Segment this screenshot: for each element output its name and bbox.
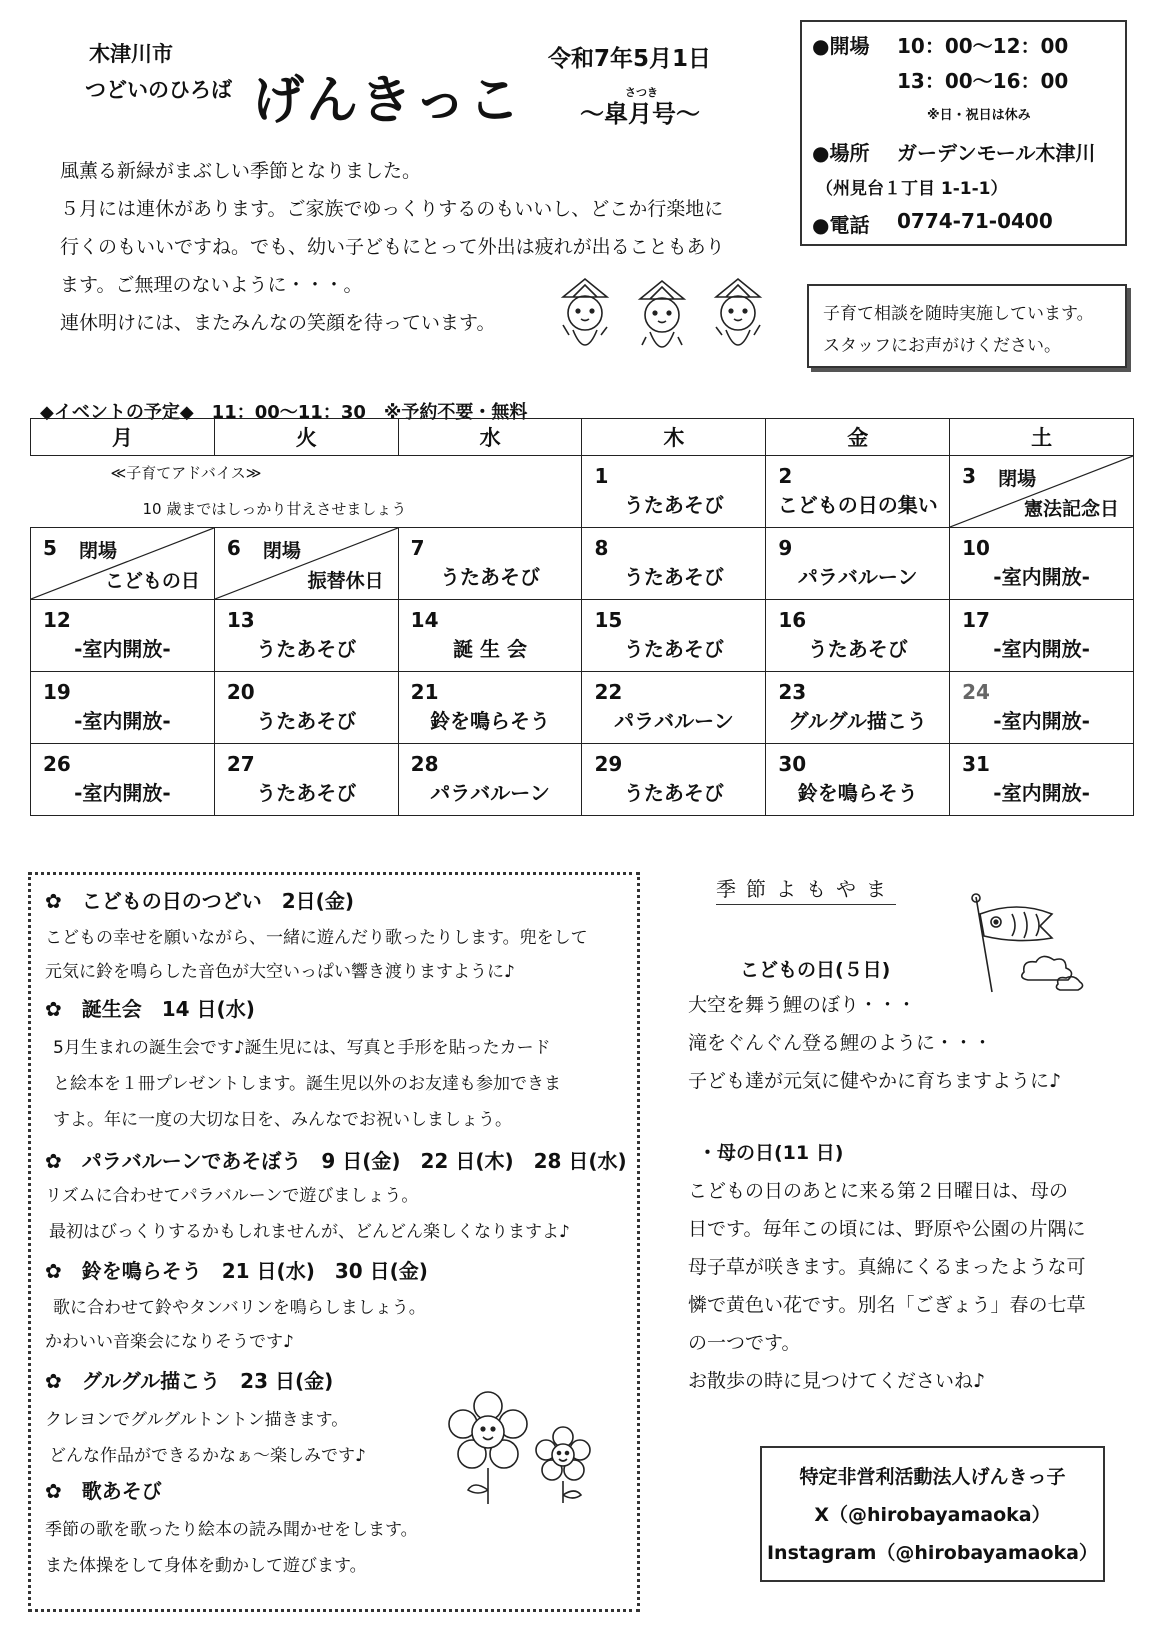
calendar-day-closed xyxy=(950,456,1134,528)
season-text: 憐で黄色い花です。別名「ごぎょう」春の七草 xyxy=(688,1294,1086,1316)
place-name: つどいのひろば xyxy=(85,78,232,102)
season-heading: ・母の日(11 日) xyxy=(698,1142,844,1164)
event-text: 季節の歌を歌ったり絵本の読み聞かせをします。 xyxy=(45,1520,418,1540)
day-number: 31 xyxy=(962,752,990,776)
calendar-day xyxy=(31,600,215,672)
x-account: X（@hirobayamaoka） xyxy=(814,1504,1051,1526)
calendar-day xyxy=(398,600,582,672)
season-title: 季節よもやま xyxy=(716,873,896,905)
events-heading: ◆イベントの予定◆ 11：00～11：30 ※予約不要・無料 xyxy=(40,402,528,423)
calendar-day xyxy=(766,528,950,600)
weekday-header: 火 xyxy=(214,419,398,456)
smiling-flowers-icon xyxy=(443,1387,603,1507)
weekday-header: 金 xyxy=(766,419,950,456)
day-event: パラバルーン xyxy=(430,781,550,805)
closed-note: ※日・祝日は休み xyxy=(927,108,1031,123)
calendar-day xyxy=(214,672,398,744)
closed-label: 閉場 xyxy=(262,540,301,562)
address: （州見台１丁目 1-1-1） xyxy=(816,179,1008,199)
day-number: 17 xyxy=(962,608,990,632)
intro-line: 風薫る新緑がまぶしい季節となりました。 xyxy=(60,160,422,182)
tel-label: ●電話 xyxy=(812,213,870,237)
event-heading: ✿ パラバルーンであそぼう 9 日(金) 22 日(木) 28 日(水) xyxy=(45,1149,627,1173)
event-text: クレヨンでグルグルトントン描きます。 xyxy=(45,1410,349,1430)
day-number: 16 xyxy=(778,608,807,632)
calendar-day xyxy=(766,744,950,816)
koinobori-icon xyxy=(962,892,1097,1002)
org-name: 特定非営利活動法人げんきっ子 xyxy=(799,1466,1066,1488)
closed-label: 閉場 xyxy=(998,468,1037,490)
day-number: 22 xyxy=(594,680,623,704)
city-name: 木津川市 xyxy=(89,42,173,66)
event-text: 元気に鈴を鳴らした音色が大空いっぱい響き渡りますように♪ xyxy=(45,962,515,982)
event-text: すよ。年に一度の大切な日を、みんなでお祝いしましょう。 xyxy=(53,1110,512,1130)
day-number: 3 xyxy=(962,464,977,488)
calendar-day xyxy=(582,600,766,672)
day-number: 23 xyxy=(778,680,807,704)
day-event: -室内開放- xyxy=(74,709,171,733)
calendar-week xyxy=(31,600,1134,672)
consult-line: 子育て相談を随時実施しています。 xyxy=(823,304,1094,324)
day-number: 9 xyxy=(778,536,793,560)
calendar-week xyxy=(31,456,1134,528)
day-event: うたあそび xyxy=(623,781,724,805)
calendar-day xyxy=(766,600,950,672)
calendar-day xyxy=(950,600,1134,672)
event-heading: ✿ 鈴を鳴らそう 21 日(水) 30 日(金) xyxy=(45,1259,428,1283)
organization-box xyxy=(760,1446,1105,1582)
cat-kabuto-characters xyxy=(550,275,780,365)
consult-line: スタッフにお声がけください。 xyxy=(823,336,1061,356)
season-heading: こどもの日(５日) xyxy=(740,959,891,981)
advice-text: 10 歳まではしっかり甘えさせましょう xyxy=(142,500,407,518)
day-event: -室内開放- xyxy=(993,709,1090,733)
holiday-name: 憲法記念日 xyxy=(1023,498,1119,520)
day-number: 26 xyxy=(43,752,71,776)
advice-cell xyxy=(31,456,582,528)
holiday-name: こどもの日 xyxy=(104,570,200,592)
calendar-day xyxy=(582,528,766,600)
calendar-day xyxy=(766,456,950,528)
day-event: 鈴を鳴らそう xyxy=(430,709,551,733)
event-heading: ✿ 歌あそび xyxy=(45,1479,162,1503)
calendar-week xyxy=(31,744,1134,816)
weekday-header: 土 xyxy=(950,419,1134,456)
day-event: うたあそび xyxy=(623,565,724,589)
day-number: 12 xyxy=(43,608,71,632)
season-text: の一つです。 xyxy=(688,1332,801,1354)
season-text: 子ども達が元気に健やかに育ちますように♪ xyxy=(688,1070,1062,1092)
day-event: こどもの日の集い xyxy=(777,493,938,517)
info-box xyxy=(800,20,1127,246)
day-event: -室内開放- xyxy=(74,781,171,805)
calendar-day xyxy=(214,600,398,672)
day-number: 2 xyxy=(778,464,793,488)
hours-afternoon: 13：00～16：00 xyxy=(897,69,1069,93)
weekday-row xyxy=(31,419,1134,456)
advice-title: ≪子育てアドバイス≫ xyxy=(110,464,262,482)
event-heading: ✿ グルグル描こう 23 日(金) xyxy=(45,1369,334,1393)
event-text: どんな作品ができるかなぁ～楽しみです♪ xyxy=(49,1446,366,1466)
intro-line: ます。ご無理のないように・・・。 xyxy=(60,274,363,296)
weekday-header: 月 xyxy=(31,419,215,456)
day-event: -室内開放- xyxy=(74,637,171,661)
calendar-day xyxy=(398,744,582,816)
closed-label: 閉場 xyxy=(79,540,118,562)
day-event: うたあそび xyxy=(256,709,357,733)
calendar-day xyxy=(31,672,215,744)
calendar-day xyxy=(214,744,398,816)
day-number: 14 xyxy=(410,608,439,632)
event-heading: ✿ 誕生会 14 日(水) xyxy=(45,997,255,1021)
tel-value: 0774-71-0400 xyxy=(897,209,1053,233)
calendar-day xyxy=(398,672,582,744)
day-event: -室内開放- xyxy=(993,781,1090,805)
day-event: グルグル描こう xyxy=(788,709,927,733)
day-event: うたあそび xyxy=(807,637,908,661)
day-event: うたあそび xyxy=(623,637,724,661)
consultation-box xyxy=(807,284,1127,368)
issue-ruby: さつき xyxy=(625,86,658,99)
event-text: 最初はびっくりするかもしれませんが、どんどん楽しくなりますよ♪ xyxy=(49,1222,570,1242)
intro-line: 連休明けには、またみんなの笑顔を待っています。 xyxy=(60,312,496,334)
season-text: 日です。毎年この頃には、野原や公園の片隅に xyxy=(688,1218,1086,1240)
calendar-day-closed xyxy=(31,528,215,600)
season-text: 母子草が咲きます。真綿にくるまったような可 xyxy=(688,1256,1086,1278)
newsletter-title: げんきっこ xyxy=(252,71,523,131)
intro-line: 行くのもいいですね。でも、幼い子どもにとって外出は疲れが出ることもあり xyxy=(60,236,725,258)
weekday-header: 水 xyxy=(398,419,582,456)
intro-line: ５月には連休があります。ご家族でゆっくりするのもいいし、どこか行楽地に xyxy=(60,198,724,220)
city-name-block xyxy=(85,36,232,108)
day-event: うたあそび xyxy=(256,637,357,661)
day-number: 5 xyxy=(43,536,57,560)
event-text: 歌に合わせて鈴やタンバリンを鳴らしましょう。 xyxy=(53,1298,426,1318)
day-event: 鈴を鳴らそう xyxy=(797,781,918,805)
day-number: 13 xyxy=(226,608,255,632)
day-number: 8 xyxy=(594,536,609,560)
calendar-day xyxy=(950,744,1134,816)
issue-name: ～皐月号～ xyxy=(580,100,700,128)
event-calendar xyxy=(30,418,1134,816)
weekday-header: 木 xyxy=(582,419,766,456)
day-event: うたあそび xyxy=(440,565,541,589)
season-text: こどもの日のあとに来る第２日曜日は、母の xyxy=(688,1180,1069,1202)
calendar-day xyxy=(398,528,582,600)
day-event: パラバルーン xyxy=(614,709,734,733)
day-event: -室内開放- xyxy=(993,637,1090,661)
event-text: 5月生まれの誕生会です♪誕生児には、写真と手形を貼ったカード xyxy=(53,1038,551,1058)
event-text: また体操をして身体を動かして遊びます。 xyxy=(45,1556,367,1576)
issue-date: 令和7年5月1日 xyxy=(548,46,712,72)
hours-label: ●開場 xyxy=(812,34,870,58)
season-text: 大空を舞う鯉のぼり・・・ xyxy=(688,994,917,1016)
day-number: 1 xyxy=(594,464,609,488)
place-label: ●場所 xyxy=(812,141,870,165)
calendar-day-closed xyxy=(214,528,398,600)
event-details-box xyxy=(28,872,640,1612)
season-text: お散歩の時に見つけてくださいね♪ xyxy=(688,1370,986,1392)
day-event: うたあそび xyxy=(623,493,724,517)
day-event: うたあそび xyxy=(256,781,357,805)
event-heading: ✿ こどもの日のつどい 2日(金) xyxy=(45,889,354,913)
event-text: かわいい音楽会になりそうです♪ xyxy=(45,1332,294,1352)
day-number: 29 xyxy=(594,752,623,776)
day-number: 27 xyxy=(226,752,255,776)
calendar-day xyxy=(950,672,1134,744)
day-number: 10 xyxy=(962,536,990,560)
day-number: 20 xyxy=(226,680,255,704)
day-number: 6 xyxy=(226,536,241,560)
event-text: リズムに合わせてパラバルーンで遊びましょう。 xyxy=(45,1186,419,1206)
calendar-week xyxy=(31,528,1134,600)
instagram-account: Instagram（@hirobayamaoka） xyxy=(766,1542,1099,1564)
day-number: 19 xyxy=(43,680,71,704)
day-event: パラバルーン xyxy=(797,565,918,589)
calendar-week xyxy=(31,672,1134,744)
place-value: ガーデンモール木津川 xyxy=(897,141,1096,165)
season-text: 滝をぐんぐん登る鯉のように・・・ xyxy=(688,1032,993,1054)
day-event: -室内開放- xyxy=(993,565,1090,589)
day-number: 30 xyxy=(778,752,807,776)
day-event: 誕 生 会 xyxy=(453,637,528,661)
day-number: 24 xyxy=(962,680,990,704)
event-text: こどもの幸せを願いながら、一緒に遊んだり歌ったりします。兜をして xyxy=(45,928,588,948)
holiday-name: 振替休日 xyxy=(307,570,384,592)
calendar-day xyxy=(582,456,766,528)
calendar-day xyxy=(766,672,950,744)
calendar-day xyxy=(582,744,766,816)
calendar-day xyxy=(582,672,766,744)
calendar-day xyxy=(31,744,215,816)
hours-morning: 10：00～12：00 xyxy=(897,34,1069,58)
calendar-day xyxy=(950,528,1134,600)
event-text: と絵本を１冊プレゼントします。誕生児以外のお友達も参加できま xyxy=(53,1074,561,1094)
day-number: 7 xyxy=(410,536,425,560)
day-number: 21 xyxy=(410,680,439,704)
day-number: 15 xyxy=(594,608,623,632)
day-number: 28 xyxy=(410,752,439,776)
